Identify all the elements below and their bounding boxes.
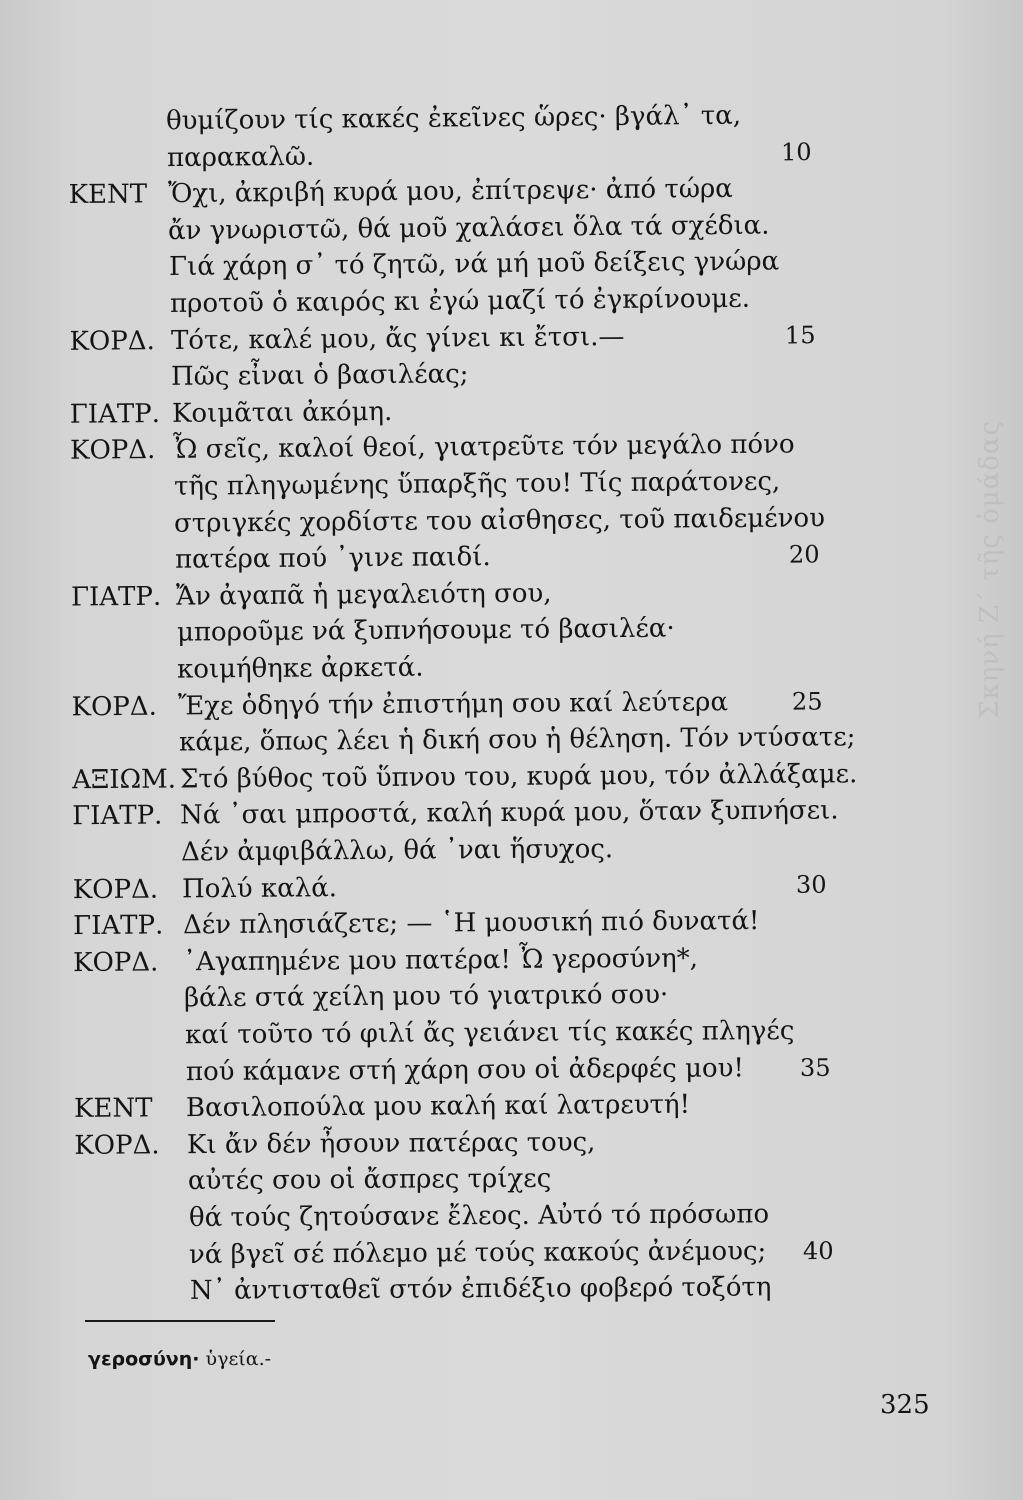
verse-text: καί τοῦτο τό φιλί ἄς γειάνει τίς κακές πληγές xyxy=(184,1015,795,1051)
line-number: 15 xyxy=(784,320,816,350)
verse-text: στριγκές χορδίστε του αἰσθησες, τοῦ παιδεμένου xyxy=(173,502,826,539)
verse-text: Κι ἄν δέν ἦσουν πατέρας τους, xyxy=(186,1127,596,1160)
line-number: 35 xyxy=(799,1053,831,1082)
speaker-name: ΚΟΡΔ. xyxy=(71,691,158,722)
footnote-definition: ὑγεία.- xyxy=(199,1348,272,1370)
speaker-name: ΚΕΝΤ xyxy=(73,1093,153,1125)
verse-text: θά τούς ζητούσανε ἔλεος. Αὐτό τό πρόσωπο xyxy=(188,1199,770,1234)
verse-text: πατέρα πού ᾿γινε παιδί. xyxy=(174,542,491,575)
speaker-name: ΑΞΙΩΜ. xyxy=(72,764,177,796)
verse-text: Δέν ἀμφιβάλλω, θά ᾿ναι ἥσυχος. xyxy=(180,834,614,868)
line-number: 40 xyxy=(802,1236,834,1265)
line-number: 10 xyxy=(780,137,812,166)
verse-text: Ν᾿ ἀντισταθεῖ στόν ἐπιδέξιο φοβερό τοξότη xyxy=(189,1272,772,1307)
verse-text: Κοιμᾶται ἀκόμη. xyxy=(171,396,393,429)
footnote xyxy=(88,1345,271,1373)
verse-text: ᾿Αγαπημένε μου πατέρα! Ὦ γεροσύνη*, xyxy=(182,943,699,978)
verse-text: Στό βύθος τοῦ ὕπνου του, κυρά μου, τόν ἀλλάξαμε. xyxy=(179,759,858,795)
verse-text: παρακαλῶ. xyxy=(166,141,315,173)
verse-text: Πολύ καλά. xyxy=(181,872,338,904)
verse-text: Γιά χάρη σ᾿ τό ζητῶ, νά μή μοῦ δείξεις γνώρα xyxy=(168,246,780,283)
speaker-name: ΓΙΑΤΡ. xyxy=(72,910,164,942)
verse-text: αὐτές σου οἱ ἄσπρες τρίχες xyxy=(187,1164,552,1197)
verse-text: κάμε, ὅπως λέει ἡ δική σου ἡ θέληση. Τόν ντύσατε; xyxy=(178,722,856,758)
speaker-name: ΚΟΡΔ. xyxy=(72,874,159,905)
verse-text: θυμίζουν τίς κακές ἐκεῖνες ὥρες· βγάλ᾿ τα, xyxy=(165,100,742,137)
bleed-through-text: Σκηνή Ζ΄ τῆς ὁμάδας xyxy=(975,420,1005,719)
line-number: 30 xyxy=(795,870,827,899)
verse-text: Πῶς εἶναι ὁ βασιλέας; xyxy=(170,359,469,393)
verse-text: Ὦ σεῖς, καλοί θεοί, γιατρεῦτε τόν μεγάλο πόνο xyxy=(172,429,795,466)
speaker-name: ΓΙΑΤΡ. xyxy=(70,581,162,613)
verse-text: Τότε, καλέ μου, ἄς γίνει κι ἔτσι.— xyxy=(170,321,625,356)
verse-text: κοιμήθηκε ἀρκετά. xyxy=(176,652,424,685)
verse-text: πού κάμανε στή χάρη σου οἱ ἀδερφές μου! xyxy=(185,1052,744,1087)
page-number: 325 xyxy=(880,1390,930,1420)
verse-text: Ὄχι, ἀκριβή κυρά μου, ἐπίτρεψε· ἀπό τώρα xyxy=(167,174,733,210)
speaker-name: ΚΟΡΔ. xyxy=(72,947,159,978)
verse-text: Ἄν ἀγαπᾶ ἡ μεγαλειότη σου, xyxy=(175,578,552,612)
verse-text: βάλε στά χείλη μου τό γιατρικό σου· xyxy=(183,980,669,1014)
verse-text: Ἔχε ὁδηγό τήν ἐπιστήμη σου καί λεύτερα xyxy=(177,686,729,722)
dialogue-line xyxy=(0,1266,1023,1312)
speaker-name: ΓΙΑΤΡ. xyxy=(69,398,161,430)
verse-text: ἄν γνωριστῶ, θά μοῦ χαλάσει ὅλα τά σχέδια. xyxy=(167,210,770,246)
verse-text: Νά ᾿σαι μπροστά, καλή κυρά μου, ὅταν ξυπνήσει. xyxy=(179,795,839,831)
speaker-name: ΚΕΝΤ xyxy=(68,179,148,211)
footnote-rule xyxy=(85,1320,275,1322)
speaker-name: ΚΟΡΔ. xyxy=(74,1130,160,1161)
line-number: 20 xyxy=(788,540,820,569)
verse-text: μποροῦμε νά ξυπνήσουμε τό βασιλέα· xyxy=(176,613,675,649)
verse-text: τῆς πληγωμένης ὕπαρξῆς του! Τίς παράτονες, xyxy=(173,466,781,502)
verse-text: Δέν πλησιάζετε; — ῾Η μουσική πιό δυνατά! xyxy=(182,906,760,941)
line-number: 25 xyxy=(791,687,823,716)
speaker-name: ΚΟΡΔ. xyxy=(69,325,155,357)
footnote-term: γεροσύνη· xyxy=(88,1348,200,1370)
verse-text: νά βγεῖ σέ πόλεμο μέ τούς κακούς ἀνέμους; xyxy=(188,1235,767,1270)
speaker-name: ΚΟΡΔ. xyxy=(69,435,156,467)
speaker-name: ΓΙΑΤΡ. xyxy=(72,800,163,832)
verse-text: Βασιλοπούλα μου καλή καί λατρευτή! xyxy=(185,1089,691,1124)
verse-text: προτοῦ ὁ καιρός κι ἐγώ μαζί τό ἐγκρίνουμε. xyxy=(169,283,751,319)
